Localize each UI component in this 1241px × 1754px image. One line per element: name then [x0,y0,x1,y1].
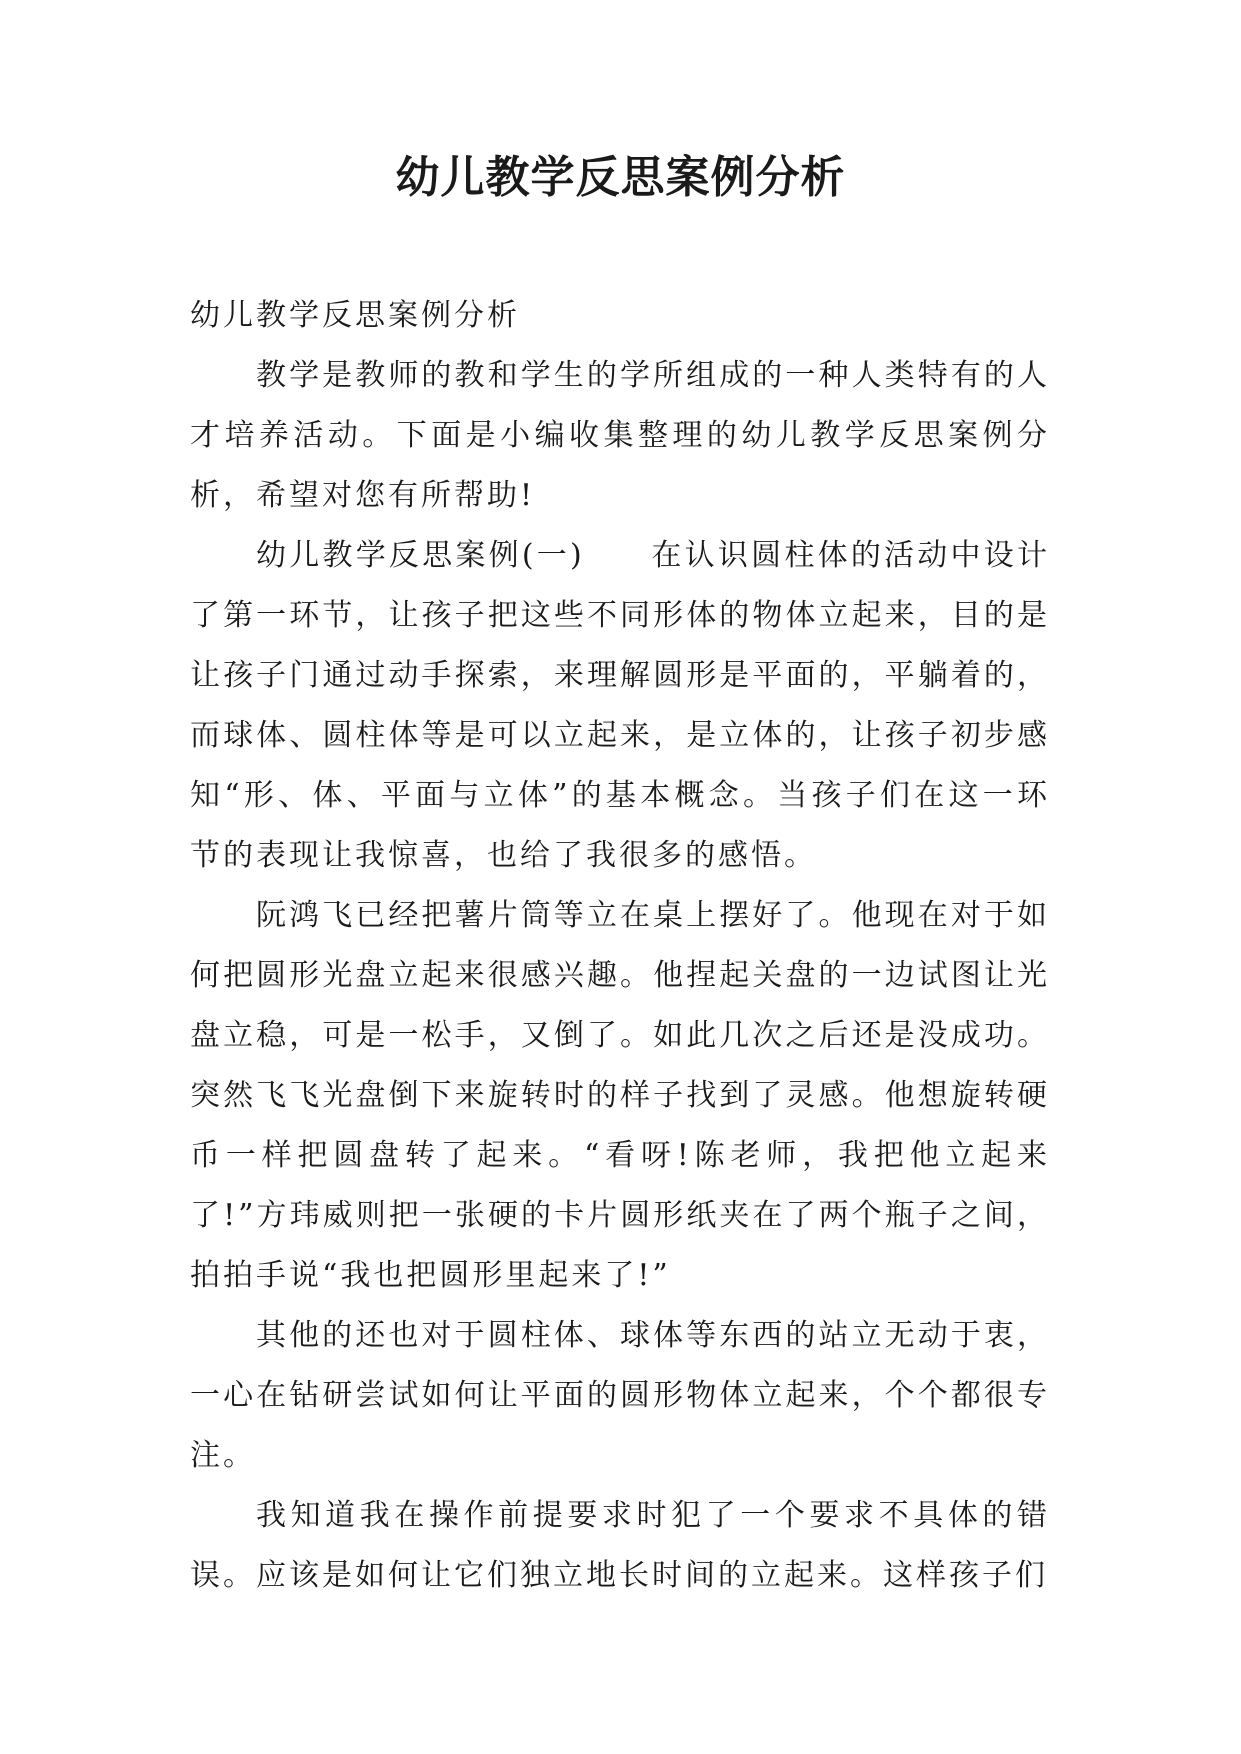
paragraph-others: 其他的还也对于圆柱体、球体等东西的站立无动于衷，一心在钻研尝试如何让平面的圆形物体立起来，个个都很专注。 [190,1318,1050,1473]
paragraph-case-one: 幼儿教学反思案例(一) 在认识圆柱体的活动中设计了第一环节，让孩子把这些不同形体的物体立起来，目的是让孩子门通过动手探索，来理解圆形是平面的，平躺着的，而球体、圆柱体等是可以立起来，是立体的，让孩子初步感知“形、体、平面与立体”的基本概念。当孩子们在这一环节的表现让我惊喜，也给了我很多的感悟。 [190,538,1050,873]
paragraph-reflection: 我知道我在操作前提要求时犯了一个要求不具体的错误。应该是如何让它们独立地长时间的立起来。这样孩子们 [190,1498,1050,1593]
paragraph-intro: 教学是教师的教和学生的学所组成的一种人类特有的人才培养活动。下面是小编收集整理的幼儿教学反思案例分析，希望对您有所帮助! [190,358,1050,513]
document-title: 幼儿教学反思案例分析 [395,152,846,203]
document-subtitle: 幼儿教学反思案例分析 [190,298,520,333]
document-body [190,286,1050,1606]
paragraph-ruan-hongfei: 阮鸿飞已经把薯片筒等立在桌上摆好了。他现在对于如何把圆形光盘立起来很感兴趣。他捏起关盘的一边试图让光盘立稳，可是一松手，又倒了。如此几次之后还是没成功。突然飞飞光盘倒下来旋转时的样子找到了灵感。他想旋转硬币一样把圆盘转了起来。“看呀!陈老师，我把他立起来了!”方玮威则把一张硬的卡片圆形纸夹在了两个瓶子之间，拍拍手说“我也把圆形里起来了!” [190,898,1050,1293]
